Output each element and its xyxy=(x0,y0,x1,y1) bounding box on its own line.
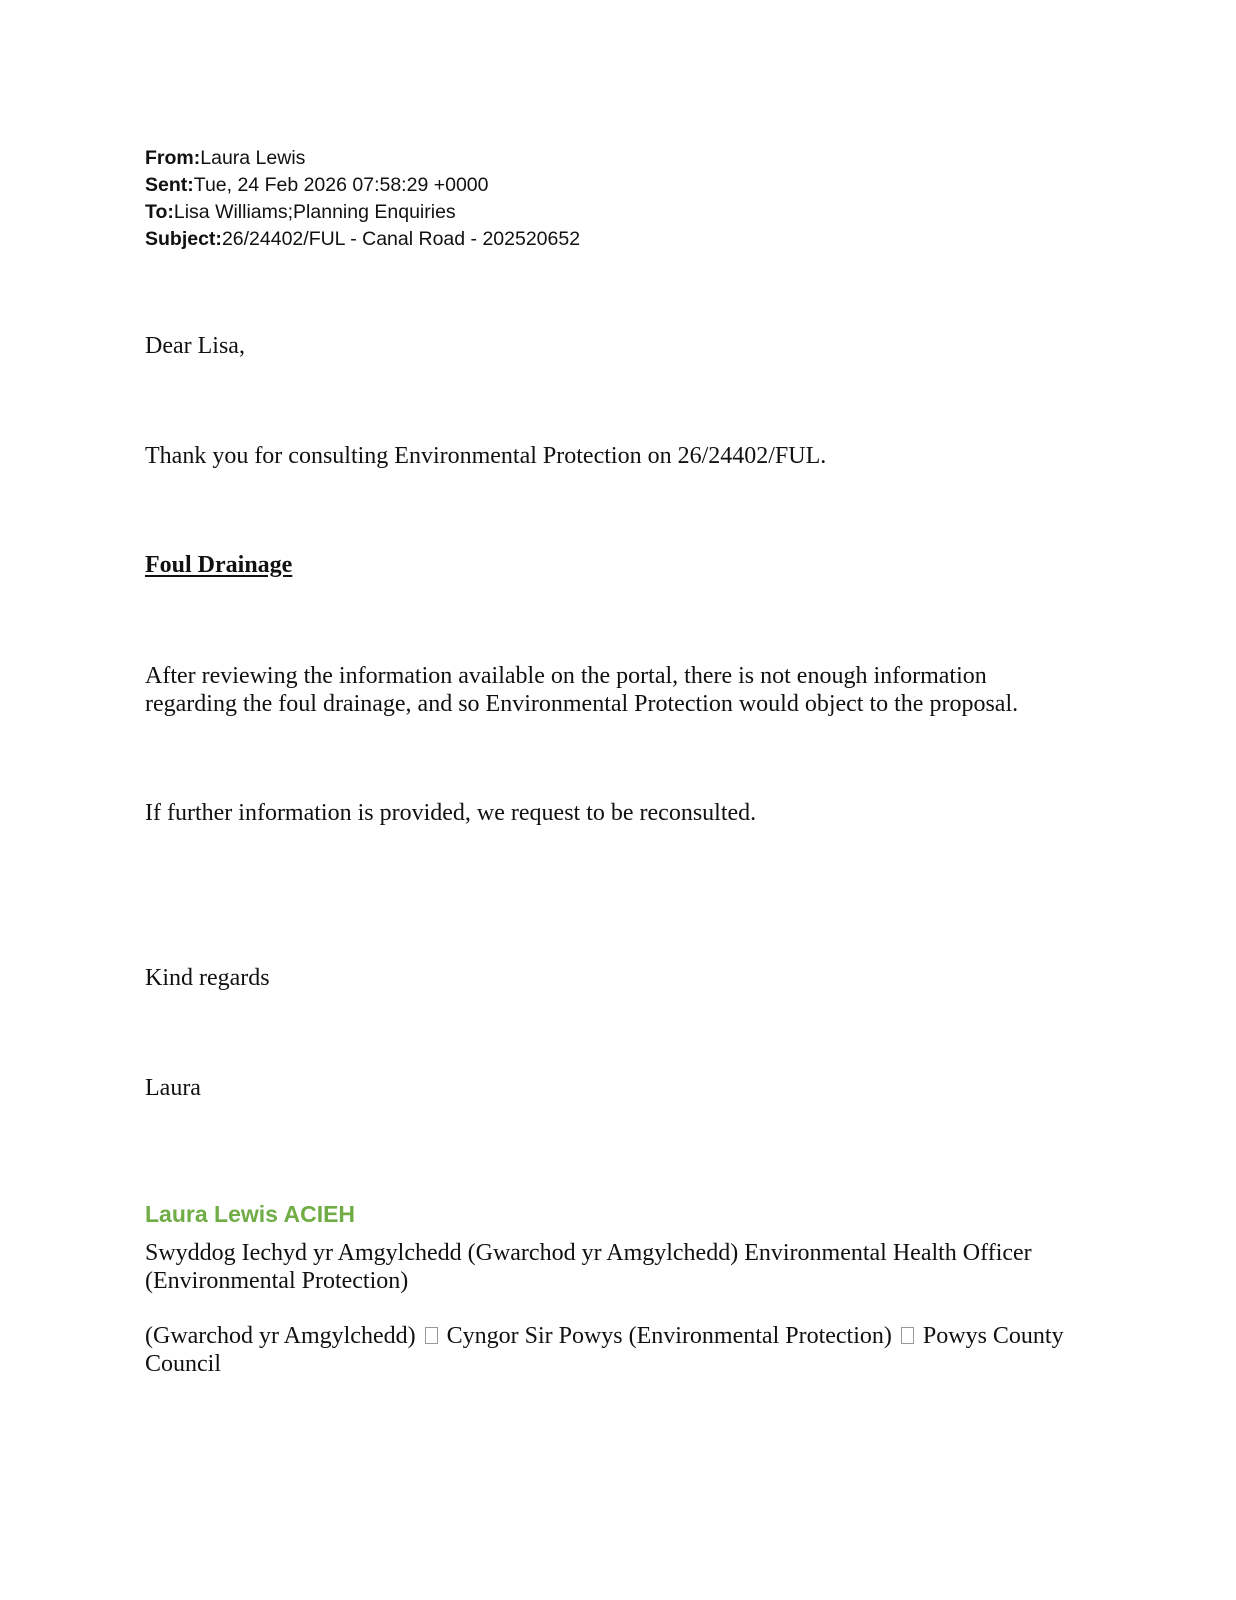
to-row xyxy=(145,199,580,226)
org-part-1: (Gwarchod yr Amgylchedd) xyxy=(145,1323,416,1349)
sign-off: Laura xyxy=(145,1075,201,1101)
role-line-1: Swyddog Iechyd yr Amgylchedd (Gwarchod yr Amgylchedd) Environmental Health Officer xyxy=(145,1240,1032,1266)
to-label: To: xyxy=(145,201,174,223)
from-value: Laura Lewis xyxy=(200,147,306,169)
objection-paragraph xyxy=(145,662,1018,718)
to-value: Lisa Williams;Planning Enquiries xyxy=(173,201,456,223)
closing: Kind regards xyxy=(145,965,270,991)
org-line-1 xyxy=(145,1322,1064,1350)
signature-organisation xyxy=(145,1322,1064,1378)
org-line-2: Council xyxy=(145,1351,221,1377)
sent-row xyxy=(145,172,580,199)
foul-drainage-heading: Foul Drainage xyxy=(145,552,293,578)
sent-label: Sent: xyxy=(145,174,194,196)
section-heading xyxy=(145,551,292,579)
subject-label: Subject: xyxy=(145,228,222,250)
separator-box-icon xyxy=(425,1327,438,1344)
role-line-2: (Environmental Protection) xyxy=(145,1268,409,1294)
subject-value: 26/24402/FUL - Canal Road - 202520652 xyxy=(221,228,581,250)
separator-box-icon xyxy=(901,1327,914,1344)
from-row xyxy=(145,145,580,172)
reconsult-paragraph: If further information is provided, we request to be reconsulted. xyxy=(145,800,757,826)
org-part-2: Cyngor Sir Powys (Environmental Protection) xyxy=(446,1323,892,1349)
intro-paragraph: Thank you for consulting Environmental Protection on 26/24402/FUL. xyxy=(145,443,827,469)
greeting: Dear Lisa, xyxy=(145,333,245,359)
org-part-3: Powys County xyxy=(922,1323,1064,1349)
signature-name: Laura Lewis ACIEH xyxy=(145,1201,356,1227)
signature-role xyxy=(145,1239,1032,1295)
objection-line-2: regarding the foul drainage, and so Environmental Protection would object to the proposal. xyxy=(145,691,1019,717)
objection-line-1: After reviewing the information available on the portal, there is not enough information xyxy=(145,663,987,689)
from-label: From: xyxy=(145,147,201,169)
sent-value: Tue, 24 Feb 2026 07:58:29 +0000 xyxy=(193,174,489,196)
email-header xyxy=(145,145,580,253)
subject-row xyxy=(145,226,580,253)
